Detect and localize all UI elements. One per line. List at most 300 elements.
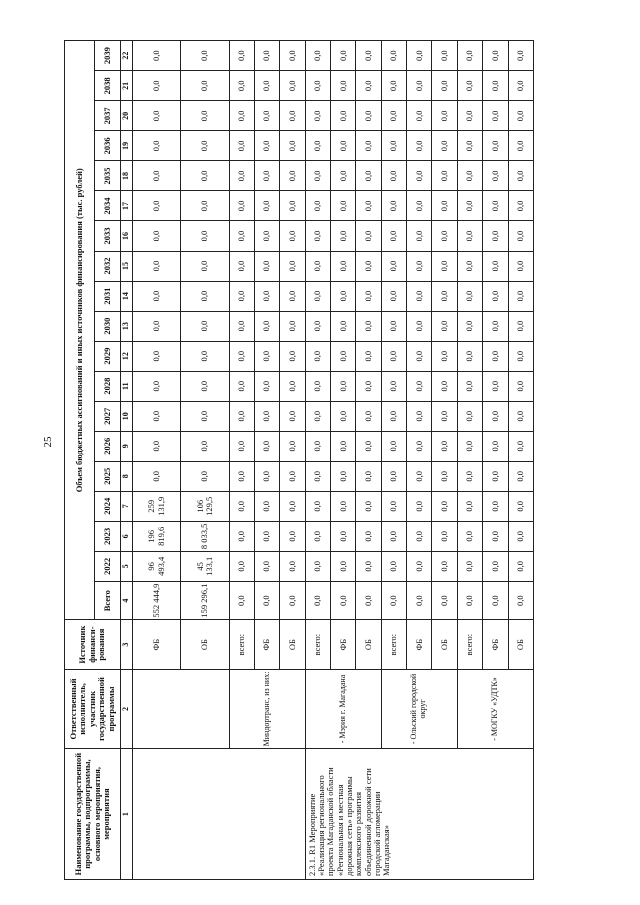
year-value-cell: 0,0 [305, 161, 330, 191]
year-value-cell: 0,0 [432, 461, 457, 491]
year-value-cell: 0,0 [483, 131, 508, 161]
year-value-cell: 0,0 [229, 491, 254, 521]
year-value-cell: 0,0 [280, 41, 305, 71]
year-value-cell: 0,0 [407, 251, 432, 281]
year-value-cell: 0,0 [407, 341, 432, 371]
year-value-cell: 0,0 [356, 371, 381, 401]
source-cell: ФБ [407, 620, 432, 669]
year-value-cell: 0,0 [457, 491, 482, 521]
header-year: 2038 [95, 71, 121, 101]
year-value-cell: 0,0 [229, 191, 254, 221]
year-value-cell: 0,0 [457, 521, 482, 551]
header-year: 2034 [95, 191, 121, 221]
year-value-cell: 0,0 [181, 251, 229, 281]
year-value-cell: 0,0 [229, 461, 254, 491]
year-value-cell: 0,0 [432, 371, 457, 401]
year-value-cell: 0,0 [407, 551, 432, 581]
year-value-cell: 0,0 [254, 491, 279, 521]
year-value-cell: 0,0 [457, 461, 482, 491]
total-cell: 0,0 [381, 581, 406, 620]
year-value-cell: 0,0 [331, 311, 356, 341]
year-value-cell: 0,0 [432, 41, 457, 71]
year-value-cell: 0,0 [508, 101, 533, 131]
year-value-cell: 0,0 [483, 401, 508, 431]
year-value-cell: 0,0 [305, 431, 330, 461]
year-value-cell: 0,0 [254, 521, 279, 551]
year-value-cell: 0,0 [133, 191, 181, 221]
header-source: Источник финанси-рования [65, 620, 121, 669]
year-value-cell: 0,0 [181, 461, 229, 491]
executor-cell: Миндортранс, из них: [229, 669, 305, 748]
year-value-cell: 0,0 [229, 401, 254, 431]
year-value-cell: 0,0 [305, 461, 330, 491]
year-value-cell: 0,0 [356, 521, 381, 551]
year-value-cell: 0,0 [483, 41, 508, 71]
year-value-cell: 0,0 [432, 551, 457, 581]
column-number: 15 [121, 251, 133, 281]
column-number: 5 [121, 551, 133, 581]
year-value-cell: 0,0 [457, 431, 482, 461]
header-name: Наименование государственной программы, подпрограммы, основного мероприятия, мероприятия [65, 749, 121, 880]
year-value-cell: 0,0 [407, 221, 432, 251]
year-value-cell: 0,0 [181, 221, 229, 251]
year-value-cell: 0,0 [407, 521, 432, 551]
year-value-cell: 0,0 [407, 491, 432, 521]
header-year: 2030 [95, 311, 121, 341]
year-value-cell: 0,0 [457, 551, 482, 581]
year-value-cell: 0,0 [407, 101, 432, 131]
year-value-cell: 0,0 [305, 131, 330, 161]
funding-table [64, 40, 534, 880]
year-value-cell: 0,0 [457, 311, 482, 341]
year-value-cell: 0,0 [331, 521, 356, 551]
year-value-cell: 0,0 [508, 221, 533, 251]
year-value-cell: 0,0 [356, 161, 381, 191]
year-value-cell: 0,0 [229, 311, 254, 341]
year-value-cell: 0,0 [305, 251, 330, 281]
year-value-cell: 0,0 [331, 431, 356, 461]
year-value-cell: 0,0 [457, 401, 482, 431]
year-value-cell: 0,0 [356, 341, 381, 371]
header-year: 2036 [95, 131, 121, 161]
year-value-cell: 0,0 [331, 461, 356, 491]
year-value-cell: 0,0 [181, 131, 229, 161]
source-cell: ФБ [331, 620, 356, 669]
year-value-cell: 0,0 [407, 461, 432, 491]
total-cell: 0,0 [254, 581, 279, 620]
year-value-cell: 0,0 [305, 71, 330, 101]
year-value-cell: 0,0 [381, 551, 406, 581]
header-funding: Объем бюджетных ассигнований и иных источников финансирования (тыс. рублей) [65, 41, 95, 620]
year-value-cell: 0,0 [381, 191, 406, 221]
year-value-cell: 0,0 [229, 221, 254, 251]
year-value-cell: 0,0 [483, 371, 508, 401]
year-value-cell: 0,0 [305, 281, 330, 311]
header-year: 2033 [95, 221, 121, 251]
year-value-cell: 0,0 [133, 431, 181, 461]
year-value-cell: 0,0 [508, 401, 533, 431]
column-number: 22 [121, 41, 133, 71]
year-value-cell: 0,0 [181, 341, 229, 371]
year-value-cell: 0,0 [331, 221, 356, 251]
year-value-cell: 0,0 [356, 431, 381, 461]
year-value-cell: 0,0 [133, 281, 181, 311]
year-value-cell: 0,0 [331, 101, 356, 131]
year-value-cell: 0,0 [356, 131, 381, 161]
column-number: 16 [121, 221, 133, 251]
year-value-cell: 0,0 [229, 521, 254, 551]
year-value-cell: 0,0 [432, 431, 457, 461]
year-value-cell: 0,0 [331, 371, 356, 401]
year-value-cell: 0,0 [381, 281, 406, 311]
year-value-cell: 0,0 [432, 131, 457, 161]
column-number: 18 [121, 161, 133, 191]
year-value-cell: 0,0 [133, 371, 181, 401]
source-cell: всего: [381, 620, 406, 669]
year-value-cell: 0,0 [254, 191, 279, 221]
year-value-cell: 0,0 [133, 161, 181, 191]
year-value-cell: 259 131,9 [133, 491, 181, 521]
year-value-cell: 0,0 [508, 41, 533, 71]
year-value-cell: 0,0 [254, 221, 279, 251]
header-year: 2022 [95, 551, 121, 581]
year-value-cell: 0,0 [432, 191, 457, 221]
year-value-cell: 0,0 [508, 281, 533, 311]
year-value-cell: 0,0 [432, 251, 457, 281]
year-value-cell: 0,0 [133, 401, 181, 431]
column-number: 8 [121, 461, 133, 491]
year-value-cell: 0,0 [381, 101, 406, 131]
year-value-cell: 0,0 [181, 371, 229, 401]
year-value-cell: 0,0 [457, 341, 482, 371]
executor-cell: - Мэрия г. Магадана [305, 669, 381, 748]
year-value-cell: 0,0 [356, 221, 381, 251]
year-value-cell: 0,0 [407, 281, 432, 311]
header-year: 2023 [95, 521, 121, 551]
year-value-cell: 0,0 [432, 521, 457, 551]
column-number: 10 [121, 401, 133, 431]
year-value-cell: 0,0 [407, 131, 432, 161]
year-value-cell: 0,0 [254, 101, 279, 131]
header-executor: Ответственный исполнитель, участник государственной программы [65, 669, 121, 748]
year-value-cell: 0,0 [432, 491, 457, 521]
year-value-cell: 0,0 [432, 161, 457, 191]
year-value-cell: 0,0 [254, 161, 279, 191]
year-value-cell: 0,0 [356, 311, 381, 341]
header-year: 2029 [95, 341, 121, 371]
year-value-cell: 0,0 [356, 71, 381, 101]
year-value-cell: 0,0 [381, 311, 406, 341]
year-value-cell: 0,0 [331, 41, 356, 71]
source-cell: ОБ [432, 620, 457, 669]
year-value-cell: 0,0 [181, 281, 229, 311]
header-year: 2037 [95, 101, 121, 131]
year-value-cell: 196 819,6 [133, 521, 181, 551]
column-number: 13 [121, 311, 133, 341]
year-value-cell: 0,0 [457, 41, 482, 71]
header-total: Всего [95, 581, 121, 620]
year-value-cell: 8 033,5 [181, 521, 229, 551]
header-year: 2026 [95, 431, 121, 461]
year-value-cell: 0,0 [305, 551, 330, 581]
year-value-cell: 0,0 [483, 521, 508, 551]
year-value-cell: 0,0 [280, 191, 305, 221]
year-value-cell: 0,0 [280, 311, 305, 341]
source-cell: ФБ [483, 620, 508, 669]
executor-cell: - Ольский городской округ [381, 669, 457, 748]
total-cell: 0,0 [508, 581, 533, 620]
year-value-cell: 0,0 [229, 281, 254, 311]
year-value-cell: 0,0 [457, 281, 482, 311]
column-number: 3 [121, 620, 133, 669]
year-value-cell: 0,0 [254, 371, 279, 401]
total-cell: 0,0 [356, 581, 381, 620]
year-value-cell: 0,0 [508, 551, 533, 581]
column-number: 6 [121, 521, 133, 551]
year-value-cell: 0,0 [254, 461, 279, 491]
year-value-cell: 0,0 [331, 71, 356, 101]
source-cell: ОБ [181, 620, 229, 669]
column-number: 4 [121, 581, 133, 620]
year-value-cell: 0,0 [483, 311, 508, 341]
year-value-cell: 0,0 [305, 101, 330, 131]
header-year: 2032 [95, 251, 121, 281]
year-value-cell: 0,0 [305, 491, 330, 521]
year-value-cell: 0,0 [305, 41, 330, 71]
column-number: 21 [121, 71, 133, 101]
total-cell: 0,0 [407, 581, 432, 620]
year-value-cell: 0,0 [483, 101, 508, 131]
year-value-cell: 0,0 [381, 71, 406, 101]
year-value-cell: 0,0 [508, 311, 533, 341]
year-value-cell: 0,0 [457, 101, 482, 131]
year-value-cell: 0,0 [331, 491, 356, 521]
year-value-cell: 0,0 [508, 491, 533, 521]
page-number: 25 [42, 436, 54, 448]
year-value-cell: 0,0 [254, 251, 279, 281]
year-value-cell: 0,0 [254, 341, 279, 371]
year-value-cell: 0,0 [432, 311, 457, 341]
source-cell: ОБ [280, 620, 305, 669]
year-value-cell: 0,0 [457, 191, 482, 221]
year-value-cell: 0,0 [133, 41, 181, 71]
year-value-cell: 0,0 [508, 131, 533, 161]
year-value-cell: 0,0 [508, 71, 533, 101]
year-value-cell: 0,0 [407, 431, 432, 461]
year-value-cell: 45 133,1 [181, 551, 229, 581]
source-cell: ФБ [133, 620, 181, 669]
year-value-cell: 0,0 [407, 401, 432, 431]
year-value-cell: 0,0 [356, 251, 381, 281]
year-value-cell: 0,0 [508, 371, 533, 401]
year-value-cell: 0,0 [356, 461, 381, 491]
column-number: 7 [121, 491, 133, 521]
year-value-cell: 0,0 [483, 431, 508, 461]
year-value-cell: 0,0 [229, 131, 254, 161]
year-value-cell: 0,0 [280, 161, 305, 191]
year-value-cell: 106 129,5 [181, 491, 229, 521]
year-value-cell: 0,0 [254, 131, 279, 161]
year-value-cell: 0,0 [381, 491, 406, 521]
year-value-cell: 0,0 [229, 371, 254, 401]
year-value-cell: 0,0 [483, 221, 508, 251]
year-value-cell: 0,0 [381, 401, 406, 431]
year-value-cell: 0,0 [229, 71, 254, 101]
year-value-cell: 0,0 [133, 251, 181, 281]
year-value-cell: 0,0 [254, 71, 279, 101]
year-value-cell: 0,0 [381, 131, 406, 161]
source-cell: всего: [305, 620, 330, 669]
year-value-cell: 0,0 [356, 551, 381, 581]
year-value-cell: 0,0 [331, 161, 356, 191]
year-value-cell: 0,0 [457, 251, 482, 281]
year-value-cell: 0,0 [280, 431, 305, 461]
year-value-cell: 0,0 [381, 161, 406, 191]
column-number: 12 [121, 341, 133, 371]
total-cell: 0,0 [457, 581, 482, 620]
year-value-cell: 0,0 [133, 461, 181, 491]
source-cell: всего: [229, 620, 254, 669]
year-value-cell: 0,0 [181, 41, 229, 71]
measure-name-cell [133, 749, 306, 880]
year-value-cell: 0,0 [483, 491, 508, 521]
column-number: 14 [121, 281, 133, 311]
year-value-cell: 0,0 [280, 71, 305, 101]
column-number: 19 [121, 131, 133, 161]
year-value-cell: 0,0 [133, 221, 181, 251]
year-value-cell: 0,0 [508, 461, 533, 491]
year-value-cell: 0,0 [483, 341, 508, 371]
year-value-cell: 0,0 [331, 551, 356, 581]
year-value-cell: 0,0 [331, 341, 356, 371]
column-number: 1 [121, 749, 133, 880]
year-value-cell: 0,0 [457, 161, 482, 191]
year-value-cell: 0,0 [381, 371, 406, 401]
year-value-cell: 0,0 [280, 251, 305, 281]
total-cell: 0,0 [280, 581, 305, 620]
year-value-cell: 0,0 [181, 71, 229, 101]
year-value-cell: 0,0 [305, 401, 330, 431]
year-value-cell: 0,0 [331, 251, 356, 281]
year-value-cell: 0,0 [280, 341, 305, 371]
year-value-cell: 0,0 [305, 521, 330, 551]
year-value-cell: 0,0 [181, 311, 229, 341]
year-value-cell: 0,0 [356, 101, 381, 131]
year-value-cell: 0,0 [407, 191, 432, 221]
year-value-cell: 0,0 [381, 221, 406, 251]
source-cell: всего: [457, 620, 482, 669]
year-value-cell: 0,0 [254, 401, 279, 431]
year-value-cell: 0,0 [305, 191, 330, 221]
total-cell: 0,0 [483, 581, 508, 620]
rotated-page [64, 40, 534, 880]
year-value-cell: 0,0 [508, 161, 533, 191]
year-value-cell: 0,0 [508, 431, 533, 461]
year-value-cell: 0,0 [305, 371, 330, 401]
year-value-cell: 0,0 [508, 251, 533, 281]
year-value-cell: 0,0 [254, 281, 279, 311]
column-number: 20 [121, 101, 133, 131]
source-cell: ОБ [356, 620, 381, 669]
year-value-cell: 0,0 [381, 461, 406, 491]
year-value-cell: 0,0 [305, 341, 330, 371]
year-value-cell: 0,0 [508, 191, 533, 221]
year-value-cell: 0,0 [254, 431, 279, 461]
column-number: 9 [121, 431, 133, 461]
total-cell: 159 296,1 [181, 581, 229, 620]
year-value-cell: 0,0 [356, 191, 381, 221]
year-value-cell: 0,0 [483, 251, 508, 281]
year-value-cell: 0,0 [432, 341, 457, 371]
year-value-cell: 0,0 [181, 161, 229, 191]
column-number: 2 [121, 669, 133, 748]
year-value-cell: 0,0 [133, 101, 181, 131]
total-cell: 552 444,9 [133, 581, 181, 620]
year-value-cell: 0,0 [457, 71, 482, 101]
year-value-cell: 0,0 [305, 311, 330, 341]
year-value-cell: 0,0 [133, 131, 181, 161]
year-value-cell: 0,0 [280, 521, 305, 551]
header-year: 2035 [95, 161, 121, 191]
year-value-cell: 0,0 [280, 221, 305, 251]
year-value-cell: 0,0 [229, 341, 254, 371]
header-year: 2031 [95, 281, 121, 311]
measure-name-cell: 2.3.1. R1 Мероприятие «Реализация регионального проекта Магаданской области «Региональная и местная дорожная сеть» программы комплексного развития объединенной дорожной сети городской агломерации Магаданская» [305, 749, 533, 880]
year-value-cell: 0,0 [254, 41, 279, 71]
year-value-cell: 0,0 [229, 101, 254, 131]
year-value-cell: 0,0 [483, 551, 508, 581]
year-value-cell: 0,0 [181, 401, 229, 431]
year-value-cell: 0,0 [381, 521, 406, 551]
year-value-cell: 0,0 [407, 371, 432, 401]
year-value-cell: 0,0 [483, 191, 508, 221]
year-value-cell: 0,0 [280, 281, 305, 311]
header-year: 2039 [95, 41, 121, 71]
year-value-cell: 0,0 [181, 191, 229, 221]
year-value-cell: 0,0 [254, 311, 279, 341]
column-number: 11 [121, 371, 133, 401]
year-value-cell: 0,0 [331, 191, 356, 221]
year-value-cell: 0,0 [483, 161, 508, 191]
year-value-cell: 0,0 [381, 251, 406, 281]
total-cell: 0,0 [432, 581, 457, 620]
year-value-cell: 0,0 [432, 71, 457, 101]
year-value-cell: 0,0 [407, 161, 432, 191]
source-cell: ОБ [508, 620, 533, 669]
year-value-cell: 0,0 [432, 221, 457, 251]
year-value-cell: 0,0 [229, 431, 254, 461]
year-value-cell: 0,0 [280, 101, 305, 131]
year-value-cell: 0,0 [280, 401, 305, 431]
year-value-cell: 0,0 [432, 401, 457, 431]
column-number: 17 [121, 191, 133, 221]
year-value-cell: 0,0 [483, 461, 508, 491]
year-value-cell: 0,0 [457, 131, 482, 161]
year-value-cell: 0,0 [407, 71, 432, 101]
executor-cell: - МОГКУ «УДТК» [457, 669, 533, 748]
year-value-cell: 0,0 [254, 551, 279, 581]
year-value-cell: 0,0 [508, 521, 533, 551]
header-year: 2025 [95, 461, 121, 491]
year-value-cell: 0,0 [483, 281, 508, 311]
year-value-cell: 0,0 [181, 431, 229, 461]
year-value-cell: 0,0 [407, 41, 432, 71]
year-value-cell: 0,0 [181, 101, 229, 131]
year-value-cell: 0,0 [229, 551, 254, 581]
year-value-cell: 0,0 [356, 281, 381, 311]
year-value-cell: 96 493,4 [133, 551, 181, 581]
year-value-cell: 0,0 [280, 131, 305, 161]
